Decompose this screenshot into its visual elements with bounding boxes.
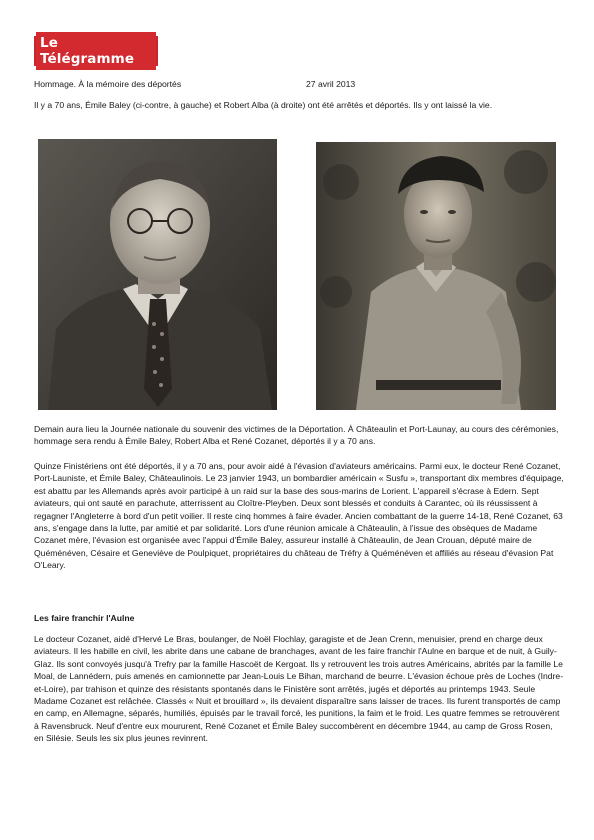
article-rubric: Hommage. À la mémoire des déportés bbox=[34, 79, 182, 89]
photo-robert-alba bbox=[316, 142, 556, 410]
paragraph-escape: Le docteur Cozanet, aidé d'Hervé Le Bras, boulanger, de Noël Flochlay, garagiste et de Jean Crenn, menuisier, prend en charge deux aviateurs. Il les habille en civil, les abrite dans une cabane de branchages, avant de les faire franchir l'Aulne en barque et de nuit, à Guily-Glaz. Ils sont convoyés jusqu'à Trefry par la famille Hascoët de Kergoat. Ils y retrouvent les trois autres Américains, abrités par la famille Le Moal, de Lannédern, puis amenés en camionnette par Jean-Louis Le Bihan, marchand de beurre. L'évasion échoue près de Loches (Indre-et-Loire), par trahison et quinze des résistants spontanés dans le Finistère sont arrêtés, jugés et déportés au printemps 1943. Seule Madame Cozanet est relâchée. Classés « Nuit et brouillard », ils devaient disparaître sans laisser de traces. Ils furent transportés de camp en camp, en Allemagne, séparés, humiliés, épuisés par le travail forcé, les punitions, la faim et le froid. Les quatre femmes se retrouvèrent à Ravensbruck. Neuf d'entre eux moururent, René Cozanet et Émile Baley succombèrent en décembre 1944, au camp de Gross Rosen, en Silésie. Seuls les six plus jeunes revinrent. bbox=[34, 634, 564, 744]
newspaper-logo bbox=[34, 36, 158, 66]
article-date: 27 avril 2013 bbox=[306, 79, 356, 89]
portrait-photo-icon bbox=[38, 139, 277, 410]
logo-text: Le Télégramme bbox=[36, 32, 156, 70]
paragraph-history: Quinze Finistériens ont été déportés, il y a 70 ans, pour avoir aidé à l'évasion d'aviateurs américains. Parmi eux, le docteur René Cozanet, Port-Launiste, et Émile Baley, Châteaulinois. Le 23 janvier 1943, un bombardier américain « Susfu », transportant dix membres d'équipage, est abattu par les Allemands après avoir participé à un raid sur la base des sous-marins de Lorient. L'appareil s'écrase à Edern. Sept aviateurs, qui ont sauté en parachute, atterrissent au Cloître-Pleyben. Deux sont blessés et conduits à Carantec, où ils réussissent à regagner l'Angleterre à bord d'un petit voilier. Il reste cinq hommes à faire évader. Ancien combattant de la guerre 14-18, René Cozanet, 63 ans, s'engage dans la lutte, par amitié et par solidarité. Lors d'une réunion amicale à Châteaulin, à l'issue des obsèques de Madame Cozanet mère, l'évasion est organisée avec l'appui d'Émile Baley, assureur installé à Châteaulin, de Jean Crouan, député maire de Quéménéven, Césaire et Geneviève de Poulpiquet, propriétaires du château de Tréfry à Quéménéven et affiliés au réseau d'évasion Pat O'Leary. bbox=[34, 461, 564, 571]
article-lead: Il y a 70 ans, Émile Baley (ci-contre, à gauche) et Robert Alba (à droite) ont été arrêtés et déportés. Ils y ont laissé la vie. bbox=[34, 100, 493, 110]
photo-emile-baley bbox=[38, 139, 277, 410]
portrait-photo-icon bbox=[316, 142, 556, 410]
article-meta bbox=[34, 79, 574, 90]
section-subheading: Les faire franchir l'Aulne bbox=[34, 613, 135, 623]
paragraph-intro: Demain aura lieu la Journée nationale du souvenir des victimes de la Déportation. À Châteaulin et Port-Launay, au cours des cérémonies, hommage sera rendu à Émile Baley, Robert Alba et René Cozanet, déportés il y a 70 ans. bbox=[34, 424, 559, 447]
